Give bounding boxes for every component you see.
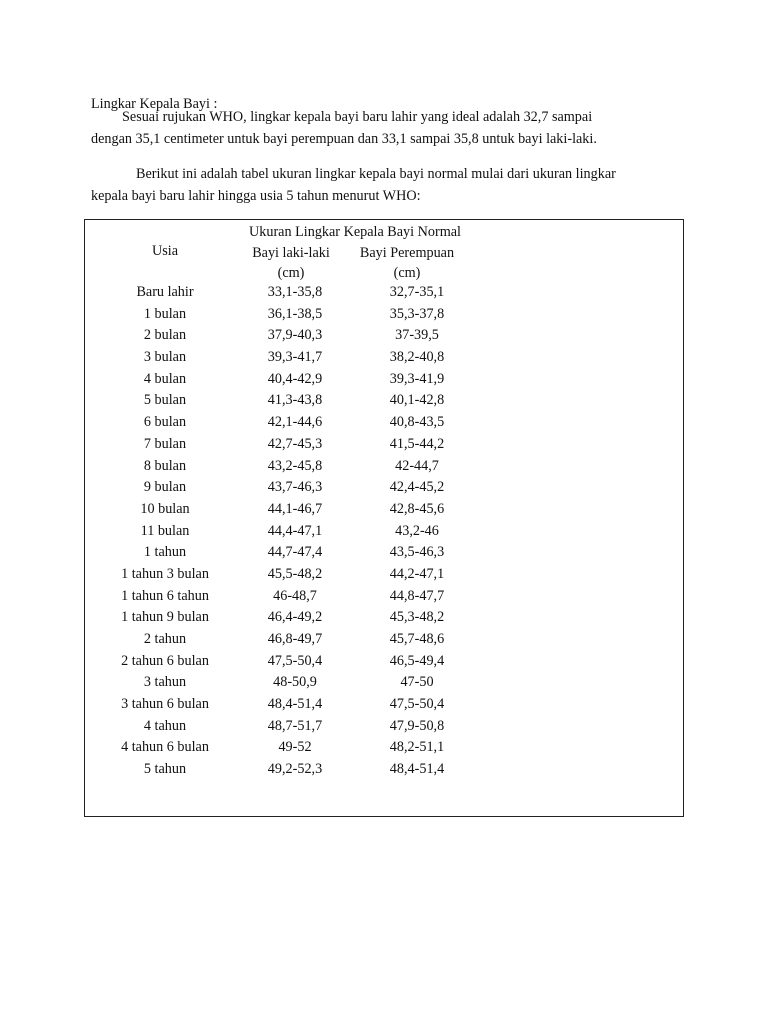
age-cell: 1 tahun 6 tahun: [121, 587, 209, 604]
table-title: Ukuran Lingkar Kepala Bayi Normal: [249, 224, 461, 240]
table-row: [85, 499, 505, 521]
boy-range-cell: 42,7-45,3: [267, 435, 323, 452]
girl-range-cell: 38,2-40,8: [389, 349, 445, 366]
age-cell: 4 tahun: [143, 717, 187, 734]
girl-range-cell: 44,8-47,7: [389, 587, 445, 604]
table-row: [85, 737, 505, 759]
boy-range-cell: 49,2-52,3: [267, 761, 323, 778]
boy-range-cell: 43,7-46,3: [267, 479, 323, 496]
age-cell: 1 tahun: [143, 544, 187, 561]
column-header-boy-label: Bayi laki-laki: [252, 245, 330, 261]
table-intro-paragraph-line: Berikut ini adalah tabel ukuran lingkar kepala bayi normal mulai dari ukuran lingkar: [136, 166, 616, 182]
column-header-boy-unit: (cm): [277, 265, 305, 281]
girl-range-cell: 42,4-45,2: [389, 479, 445, 496]
table-row: [85, 390, 505, 412]
girl-range-cell: 35,3-37,8: [389, 305, 445, 322]
girl-range-cell: 45,3-48,2: [389, 609, 445, 626]
age-cell: 1 tahun 3 bulan: [121, 565, 209, 582]
boy-range-cell: 33,1-35,8: [267, 284, 323, 300]
head-circumference-table: [84, 219, 684, 817]
age-cell: 8 bulan: [143, 457, 187, 474]
girl-range-cell: 40,1-42,8: [389, 392, 445, 409]
girl-range-cell: 48,2-51,1: [389, 739, 445, 756]
girl-range-cell: 42-44,7: [395, 457, 439, 474]
age-cell: 2 bulan: [143, 327, 187, 344]
table-row: [85, 542, 505, 564]
table-row: [85, 521, 505, 543]
intro-paragraph: [91, 107, 661, 150]
boy-range-cell: 45,5-48,2: [267, 565, 323, 582]
boy-range-cell: 44,1-46,7: [267, 500, 323, 517]
girl-range-cell: 47,5-50,4: [389, 696, 445, 713]
boy-range-cell: 46,4-49,2: [267, 609, 323, 626]
boy-range-cell: 47,5-50,4: [267, 652, 323, 669]
girl-range-cell: 32,7-35,1: [389, 284, 445, 300]
age-cell: 6 bulan: [143, 414, 187, 431]
girl-range-cell: 48,4-51,4: [389, 761, 445, 778]
table-row: [85, 325, 505, 347]
girl-range-cell: 44,2-47,1: [389, 565, 445, 582]
table-row: [85, 282, 505, 304]
girl-range-cell: 37-39,5: [395, 327, 439, 344]
girl-range-cell: 47-50: [400, 674, 434, 691]
age-cell: 10 bulan: [140, 500, 190, 517]
document-heading: Lingkar Kepala Bayi :: [91, 96, 218, 112]
intro-paragraph-line: Sesuai rujukan WHO, lingkar kepala bayi baru lahir yang ideal adalah 32,7 sampai: [122, 109, 593, 125]
boy-range-cell: 42,1-44,6: [267, 414, 323, 431]
boy-range-cell: 44,7-47,4: [267, 544, 323, 561]
boy-range-cell: 46,8-49,7: [267, 631, 323, 647]
age-cell: 1 bulan: [143, 305, 187, 322]
intro-paragraph-line: dengan 35,1 centimeter untuk bayi perempuan dan 33,1 sampai 35,8 untuk bayi laki-laki.: [91, 130, 597, 147]
girl-range-cell: 41,5-44,2: [389, 435, 445, 452]
boy-range-cell: 37,9-40,3: [267, 327, 323, 344]
table-row: [85, 564, 505, 586]
age-cell: 5 tahun: [143, 761, 187, 778]
age-cell: 5 bulan: [143, 392, 187, 409]
boy-range-cell: 48,4-51,4: [267, 696, 323, 713]
table-row: [85, 759, 505, 781]
boy-range-cell: 49-52: [278, 739, 312, 756]
column-header-age: Usia: [151, 243, 178, 259]
boy-range-cell: 36,1-38,5: [267, 305, 323, 322]
table-row: [85, 412, 505, 434]
girl-range-cell: 39,3-41,9: [389, 370, 445, 387]
table-intro-paragraph-line: kepala bayi baru lahir hingga usia 5 tahun menurut WHO:: [91, 187, 421, 204]
table-row: [85, 369, 505, 391]
boy-range-cell: 41,3-43,8: [267, 392, 323, 409]
table-row: [85, 456, 505, 478]
boy-range-cell: 43,2-45,8: [267, 457, 323, 474]
boy-range-cell: 44,4-47,1: [267, 522, 323, 539]
table-row: [85, 716, 505, 738]
age-cell: Baru lahir: [136, 284, 194, 300]
age-cell: 2 tahun 6 bulan: [121, 652, 209, 669]
age-cell: 3 bulan: [143, 349, 187, 366]
table-row: [85, 304, 505, 326]
age-cell: 2 tahun: [143, 631, 187, 647]
table-row: [85, 694, 505, 716]
girl-range-cell: 46,5-49,4: [389, 652, 445, 669]
girl-range-cell: 43,5-46,3: [389, 544, 445, 561]
column-header-girl: [349, 243, 465, 283]
table-row: [85, 607, 505, 629]
age-cell: 11 bulan: [140, 522, 190, 539]
table-row: [85, 672, 505, 694]
table-row: [85, 347, 505, 369]
age-cell: 1 tahun 9 bulan: [121, 609, 209, 626]
boy-range-cell: 48,7-51,7: [267, 717, 323, 734]
boy-range-cell: 40,4-42,9: [267, 370, 323, 387]
girl-range-cell: 47,9-50,8: [389, 717, 445, 734]
boy-range-cell: 48-50,9: [273, 674, 317, 691]
girl-range-cell: 45,7-48,6: [389, 631, 445, 647]
age-cell: 4 bulan: [143, 370, 187, 387]
table-row: [85, 629, 505, 651]
column-header-girl-unit: (cm): [393, 265, 421, 281]
table-row: [85, 434, 505, 456]
girl-range-cell: 43,2-46: [395, 522, 439, 539]
table-body: [85, 282, 505, 781]
boy-range-cell: 39,3-41,7: [267, 349, 323, 366]
age-cell: 4 tahun 6 bulan: [121, 739, 209, 756]
column-header-boy: [235, 243, 347, 283]
column-header-girl-label: Bayi Perempuan: [359, 245, 455, 261]
age-cell: 3 tahun 6 bulan: [121, 696, 209, 713]
table-row: [85, 651, 505, 673]
boy-range-cell: 46-48,7: [273, 587, 317, 604]
table-row: [85, 586, 505, 608]
girl-range-cell: 40,8-43,5: [389, 414, 445, 431]
age-cell: 3 tahun: [143, 674, 187, 691]
table-intro-paragraph: [91, 164, 661, 207]
girl-range-cell: 42,8-45,6: [389, 500, 445, 517]
table-row: [85, 477, 505, 499]
age-cell: 9 bulan: [143, 479, 187, 496]
age-cell: 7 bulan: [143, 435, 187, 452]
